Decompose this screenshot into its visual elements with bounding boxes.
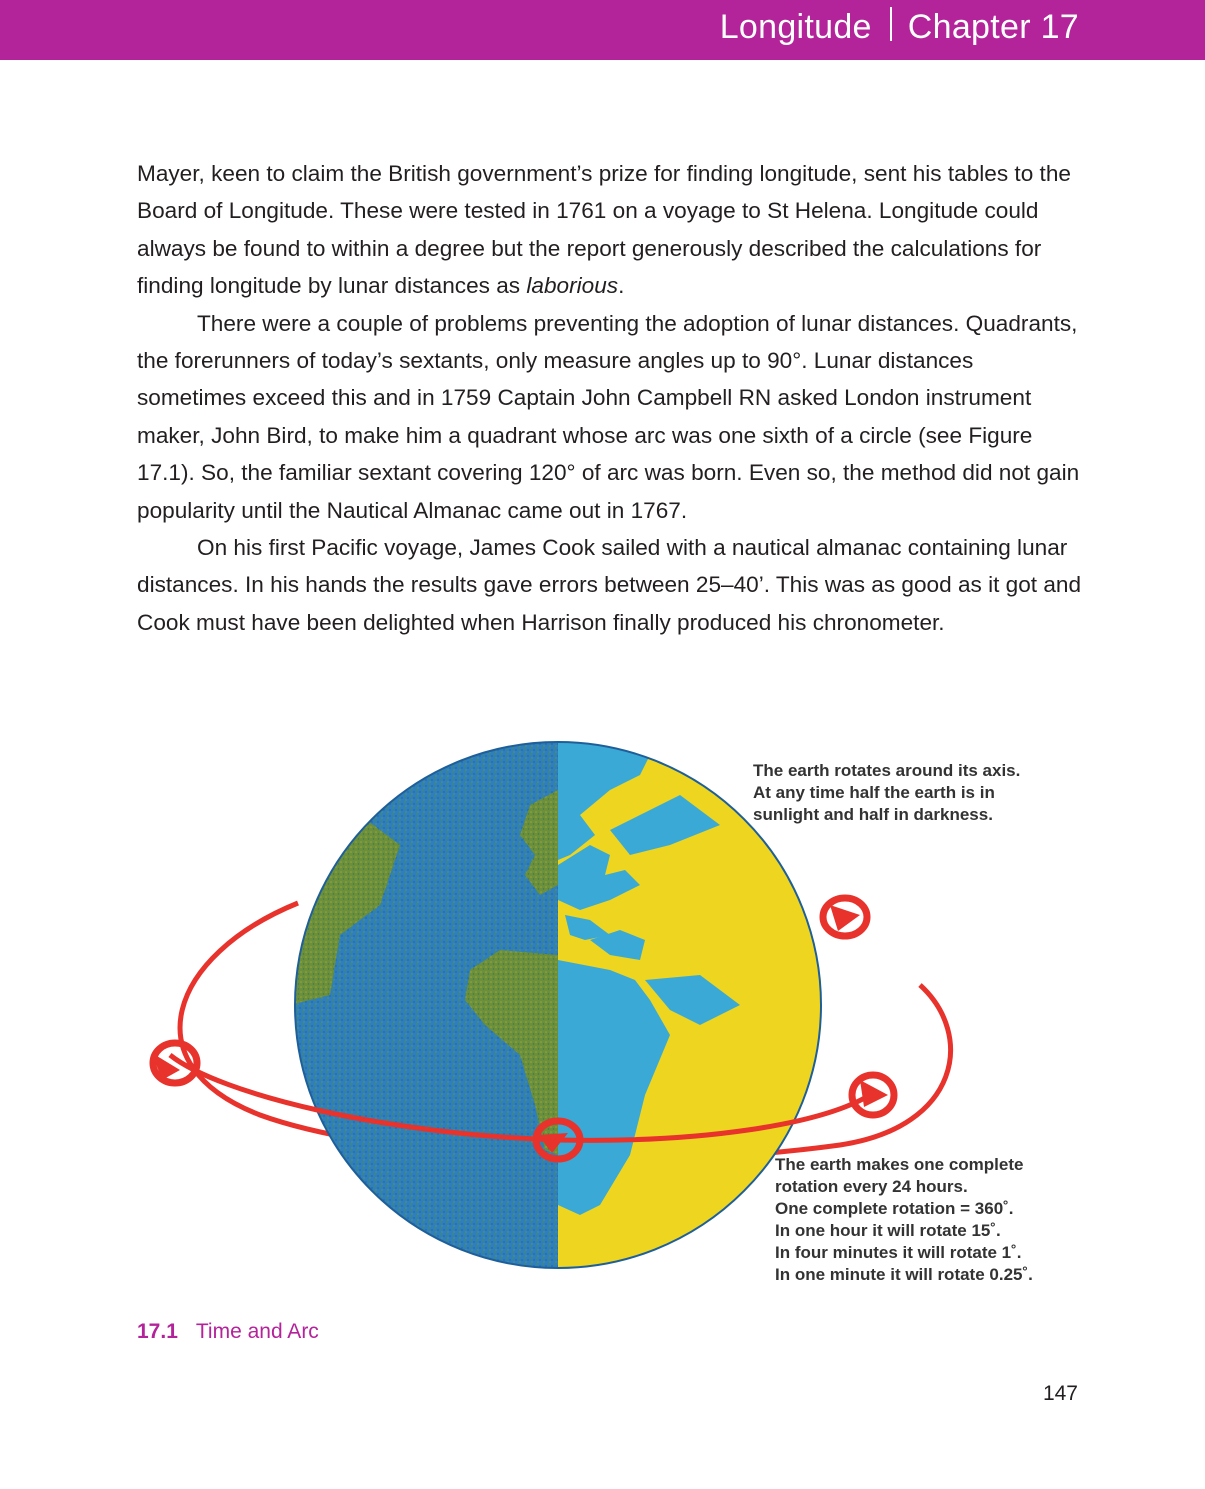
figure-note-time-and-arc	[775, 1154, 1033, 1286]
chapter-header-bar	[0, 0, 1205, 60]
header-section-title: Longitude	[719, 8, 872, 46]
figure-note-line: In four minutes it will rotate 1˚.	[775, 1243, 1022, 1262]
figure-note-line: sunlight and half in darkness.	[753, 805, 993, 824]
figure-note-line: In one hour it will rotate 15˚.	[775, 1221, 1001, 1240]
figure-note-line: rotation every 24 hours.	[775, 1177, 968, 1196]
paragraph-1-end: .	[618, 273, 625, 299]
paragraph-2: There were a couple of problems preventing the adoption of lunar distances. Quadrants, the forerunners of today’s sextants, only measure angles up to 90°. Lunar distances sometimes exceed this and in 1759 Captain John Campbell RN asked London instrument maker, John Bird, to make him a quadrant whose arc was one sixth of a circle (see Figure 17.1). So, the familiar sextant covering 120° of arc was born. Even so, the method did not gain popularity until the Nautical Almanac came out in 1767.	[137, 310, 1080, 523]
paragraph-1-emphasis: laborious	[526, 273, 619, 299]
figure-note-line: The earth makes one complete	[775, 1155, 1024, 1174]
figure-caption	[137, 1318, 319, 1346]
figure-note-line: The earth rotates around its axis.	[753, 761, 1021, 780]
paragraph-3: On his first Pacific voyage, James Cook sailed with a nautical almanac containing lunar distances. In his hands the results gave errors between 25–40’. This was as good as it got and Cook must have been delighted when Harrison finally produced his chronometer.	[137, 535, 1082, 635]
page-number: 147	[1042, 1382, 1078, 1405]
figure-note-line: In one minute it will rotate 0.25˚.	[775, 1265, 1033, 1284]
body-text	[137, 155, 1082, 641]
time-and-arc-figure	[140, 735, 1080, 1300]
figure-caption-number: 17.1	[137, 1320, 178, 1343]
figure-note-line: At any time half the earth is in	[753, 783, 995, 802]
figure-note-rotation	[753, 760, 1020, 826]
paragraph-1	[137, 155, 1082, 305]
orbit-arrow-right-lower	[852, 1075, 894, 1115]
paragraph-1-text: Mayer, keen to claim the British government’s prize for finding longitude, sent his tables to the Board of Longitude. These were tested in 1761 on a voyage to St Helena. Longitude could always be found to within a degree but the report generously described the calculations for finding longitude by lunar distances as	[137, 161, 1071, 299]
figure-caption-title: Time and Arc	[195, 1320, 319, 1343]
figure-note-line: One complete rotation = 360˚.	[775, 1199, 1014, 1218]
header-chapter-label: Chapter 17	[907, 8, 1079, 46]
running-header	[720, 4, 1079, 50]
globe	[290, 735, 828, 1275]
header-divider	[890, 7, 892, 41]
orbit-arrow-right-upper	[823, 898, 867, 936]
